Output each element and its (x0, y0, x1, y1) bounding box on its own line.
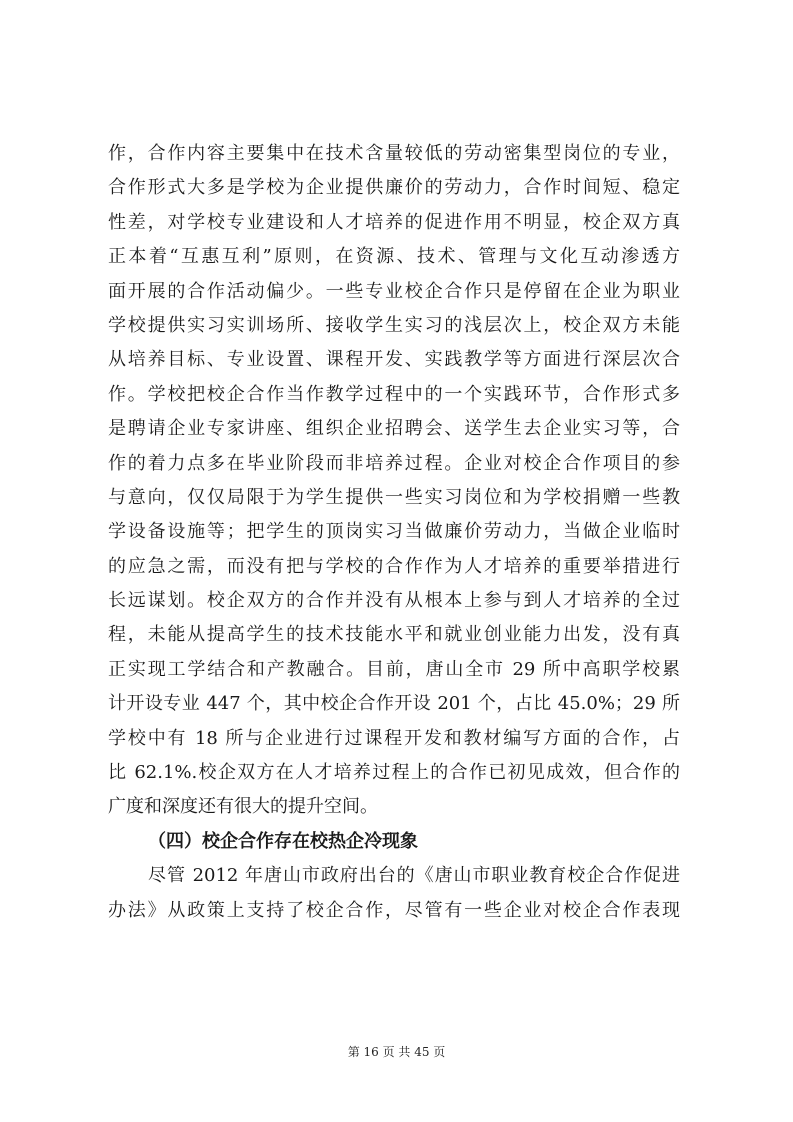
text-line: 是聘请企业专家讲座、组织企业招聘会、送学生去企业实习等，合 (108, 418, 680, 440)
text-line: 学校提供实习实训场所、接收学生实习的浅层次上，校企双方未能 (108, 314, 680, 336)
text-line: 学校中有 18 所与企业进行过课程开发和教材编写方面的合作，占 (108, 727, 680, 749)
text-line: 的应急之需，而没有把与学校的合作作为人才培养的重要举措进行 (108, 555, 680, 577)
text-line: 尽管 2012 年唐山市政府出台的《唐山市职业教育校企合作促进 (148, 865, 680, 887)
text-line: 计开设专业 447 个，其中校企合作开设 201 个，占比 45.0%；29 所 (108, 693, 680, 715)
text-line: 比 62.1%.校企双方在人才培养过程上的合作已初见成效，但合作的 (108, 762, 680, 784)
text-line: 正实现工学结合和产教融合。目前，唐山全市 29 所中高职学校累 (108, 658, 680, 680)
text-line: 长远谋划。校企双方的合作并没有从根本上参与到人才培养的全过 (108, 590, 680, 612)
text-line: 与意向，仅仅局限于为学生提供一些实习岗位和为学校捐赠一些教 (108, 486, 680, 508)
text-line: 性差，对学校专业建设和人才培养的促进作用不明显，校企双方真 (108, 211, 680, 233)
page-number-footer: 第 16 页 共 45 页 (347, 1045, 446, 1059)
text-line: 办法》从政策上支持了校企合作，尽管有一些企业对校企合作表现 (108, 899, 680, 921)
text-line: 广度和深度还有很大的提升空间。 (108, 796, 378, 818)
text-line: 从培养目标、专业设置、课程开发、实践教学等方面进行深层次合 (108, 349, 680, 371)
text-line: 学设备设施等；把学生的顶岗实习当做廉价劳动力，当做企业临时 (108, 521, 680, 543)
section-heading: （四）校企合作存在校热企冷现象 (148, 830, 418, 852)
text-line: 合作形式大多是学校为企业提供廉价的劳动力，合作时间短、稳定 (108, 177, 680, 199)
text-line: 作，合作内容主要集中在技术含量较低的劳动密集型岗位的专业， (108, 143, 680, 164)
text-line: 作。学校把校企合作当作教学过程中的一个实践环节，合作形式多 (108, 383, 680, 405)
text-line: 正本着“互惠互利”原则，在资源、技术、管理与文化互动渗透方 (108, 246, 680, 268)
text-line: 面开展的合作活动偏少。一些专业校企合作只是停留在企业为职业 (108, 280, 680, 302)
text-line: 作的着力点多在毕业阶段而非培养过程。企业对校企合作项目的参 (108, 452, 680, 474)
body-text (108, 137, 680, 928)
text-line: 程，未能从提高学生的技术技能水平和就业创业能力出发，没有真 (108, 624, 680, 646)
